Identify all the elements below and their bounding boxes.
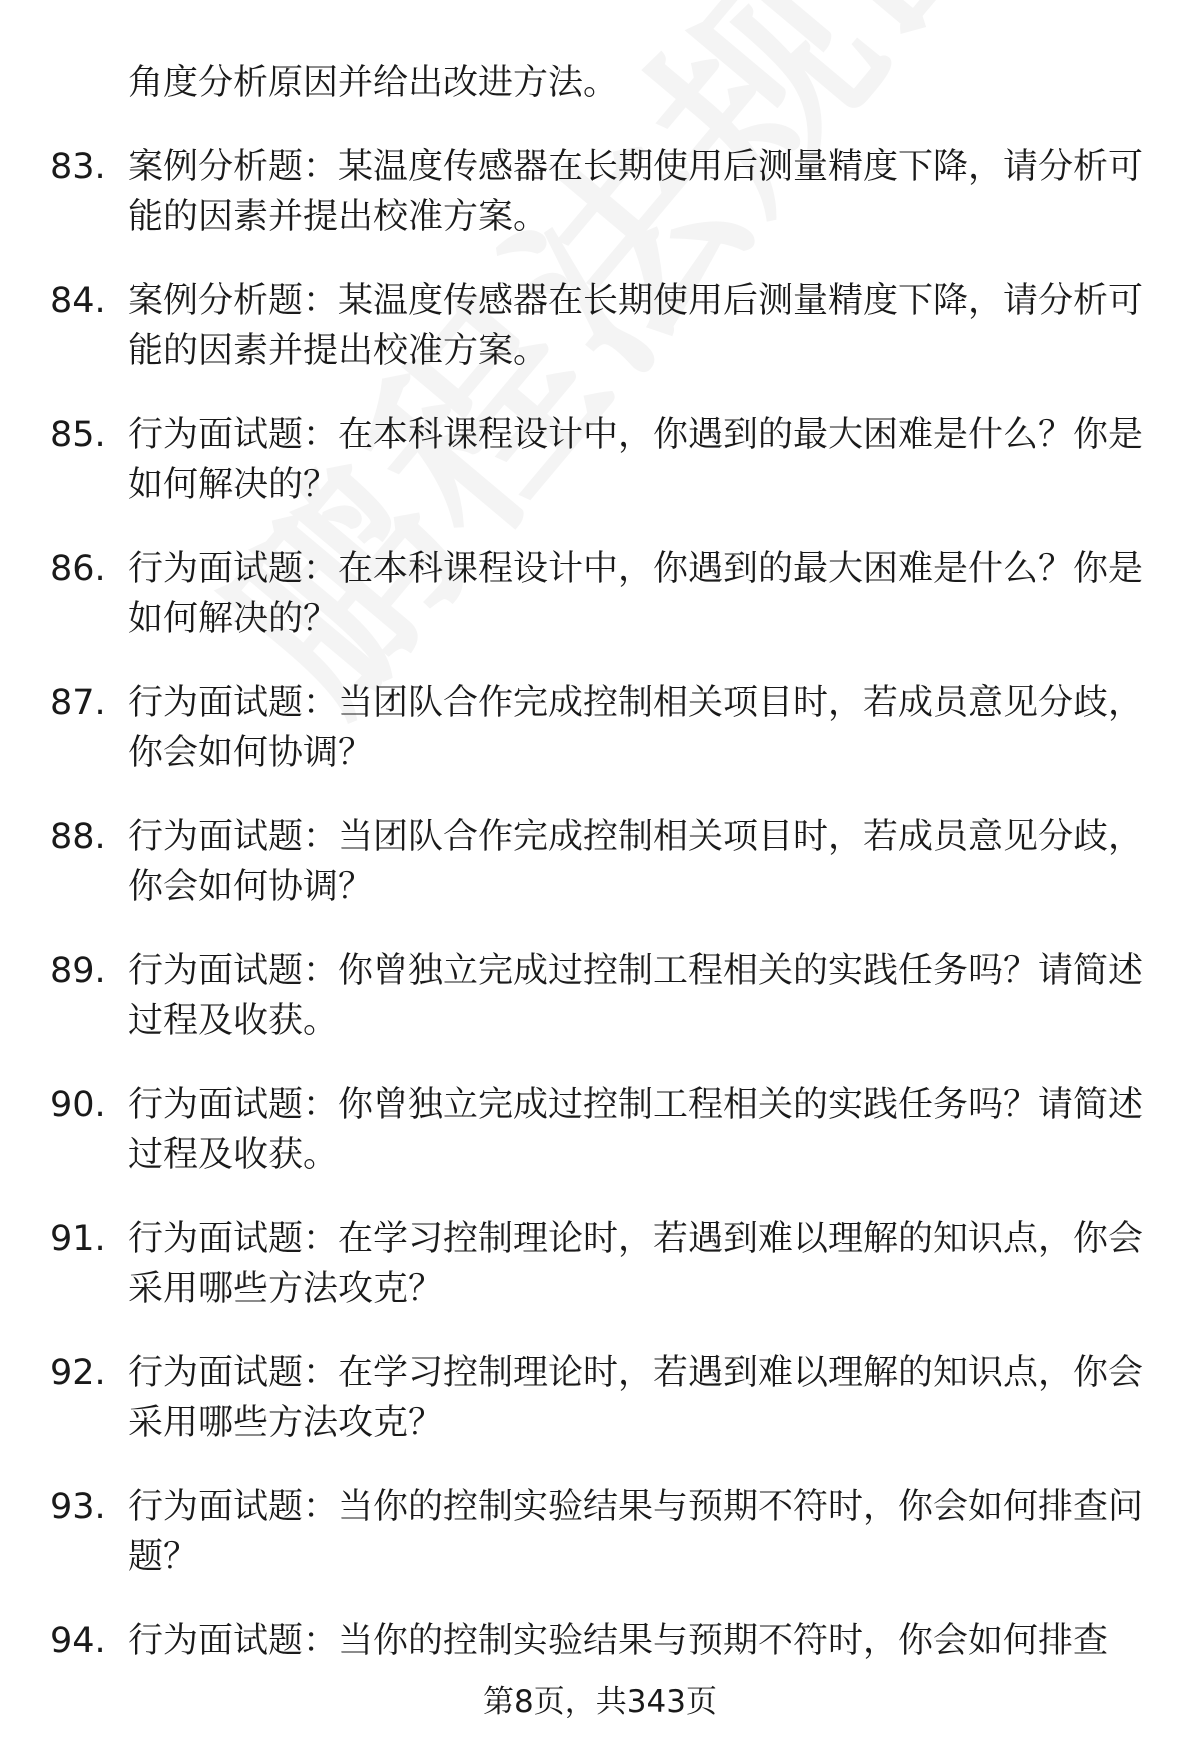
question-item [0, 1214, 1200, 1314]
question-item [0, 946, 1200, 1046]
question-text: 行为面试题：在本科课程设计中，你遇到的最大困难是什么？你是如何解决的？ [128, 415, 1144, 505]
question-text: 行为面试题：当你的控制实验结果与预期不符时，你会如何排查 [128, 1621, 1109, 1661]
question-text: 行为面试题：当团队合作完成控制相关项目时，若成员意见分歧，你会如何协调？ [128, 817, 1144, 907]
question-list [0, 58, 1200, 1666]
question-item [0, 1348, 1200, 1448]
question-number: 83. [50, 147, 106, 187]
question-number: 84. [50, 281, 106, 321]
question-number: 86. [50, 549, 106, 589]
question-text: 行为面试题：当你的控制实验结果与预期不符时，你会如何排查问题？ [128, 1487, 1144, 1577]
question-number: 94. [50, 1621, 106, 1661]
question-number: 89. [50, 951, 106, 991]
question-text: 行为面试题：在学习控制理论时，若遇到难以理解的知识点，你会采用哪些方法攻克？ [128, 1219, 1144, 1309]
question-text: 行为面试题：当团队合作完成控制相关项目时，若成员意见分歧，你会如何协调？ [128, 683, 1144, 773]
question-number: 91. [50, 1219, 106, 1259]
question-item [0, 678, 1200, 778]
question-item [0, 812, 1200, 912]
question-number: 87. [50, 683, 106, 723]
question-item [0, 544, 1200, 644]
question-text: 案例分析题：某温度传感器在长期使用后测量精度下降，请分析可能的因素并提出校准方案。 [128, 147, 1144, 237]
question-number: 92. [50, 1353, 106, 1393]
question-number: 90. [50, 1085, 106, 1125]
question-number: 93. [50, 1487, 106, 1527]
continuation-text: 角度分析原因并给出改进方法。 [128, 63, 619, 103]
question-item [0, 1482, 1200, 1582]
page-footer: 第8页，共343页 [483, 1684, 717, 1720]
question-text: 案例分析题：某温度传感器在长期使用后测量精度下降，请分析可能的因素并提出校准方案。 [128, 281, 1144, 371]
question-text: 行为面试题：你曾独立完成过控制工程相关的实践任务吗？请简述过程及收获。 [128, 1085, 1144, 1175]
question-text: 行为面试题：在学习控制理论时，若遇到难以理解的知识点，你会采用哪些方法攻克？ [128, 1353, 1144, 1443]
question-number: 88. [50, 817, 106, 857]
question-item [0, 1080, 1200, 1180]
question-text: 行为面试题：你曾独立完成过控制工程相关的实践任务吗？请简述过程及收获。 [128, 951, 1144, 1041]
question-text: 行为面试题：在本科课程设计中，你遇到的最大困难是什么？你是如何解决的？ [128, 549, 1144, 639]
question-number: 85. [50, 415, 106, 455]
question-item [0, 276, 1200, 376]
question-item [0, 1616, 1200, 1666]
question-item [0, 142, 1200, 242]
question-item [0, 410, 1200, 510]
